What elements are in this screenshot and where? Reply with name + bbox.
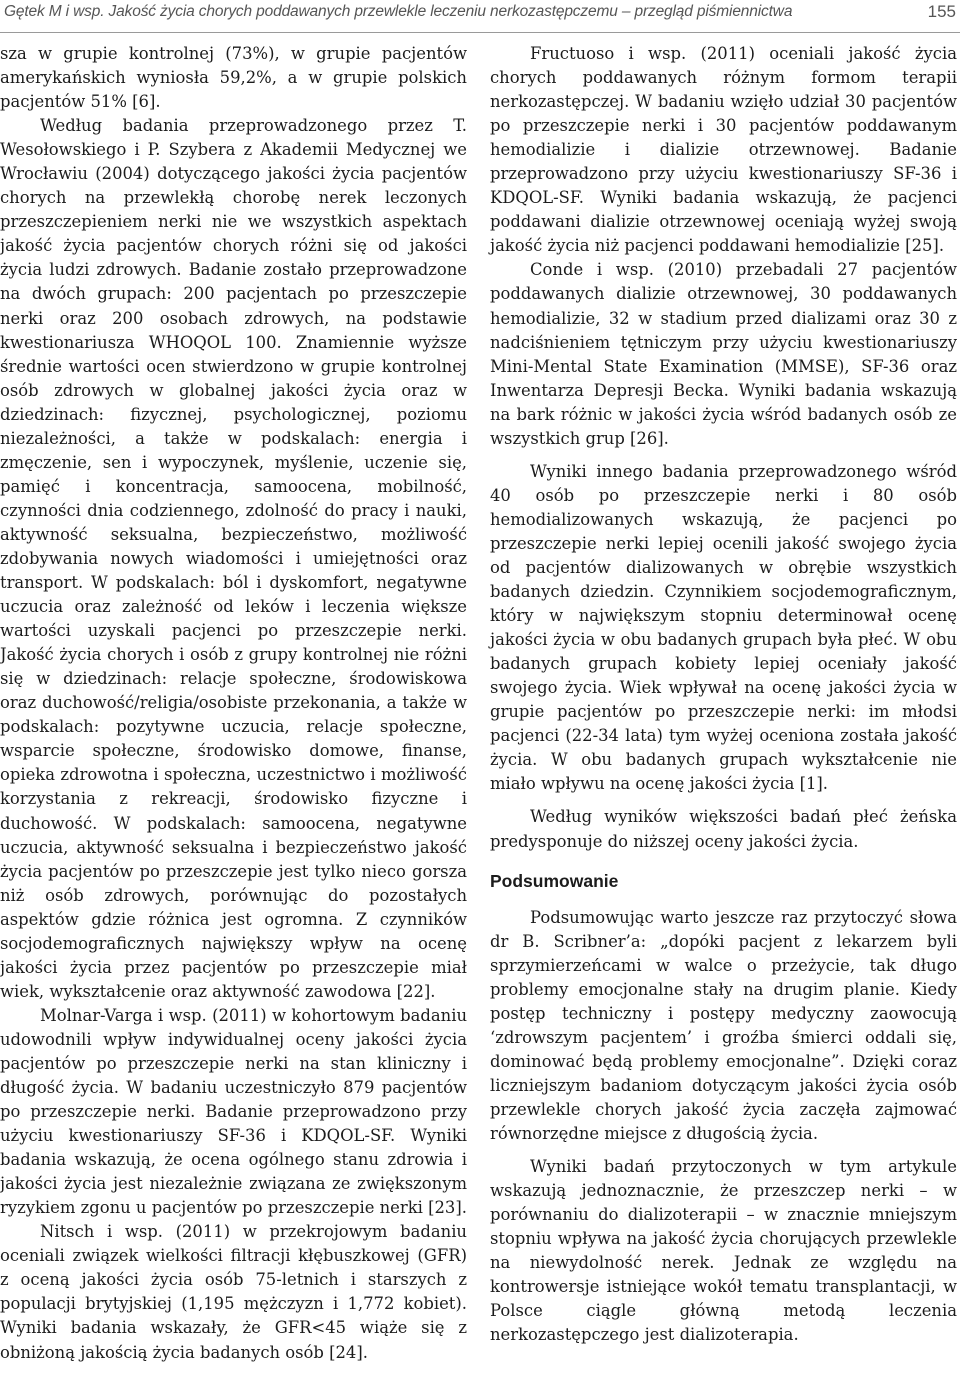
paragraph-molnar-varga: Molnar-Varga i wsp. (2011) w kohortowym badaniu udowodnili wpływ indywidualnej oceny jakości życia pacjentów po przeszczepie nerki na stan kliniczny i długość życia. W badaniu uczestniczyło 879 pacjentów po przeszczepie nerki. Badanie przeprowadzono przy użyciu kwestionariuszy SF-36 i KDQOL-SF. Wyniki badania wskazują, że ocena ogólnego stanu zdrowia i jakości życia jest niezależnie związana ze zwiększonym ryzykiem zgonu u pacjentów po przeszczepie nerki [23]. (0, 1005, 467, 1218)
paragraph-fructuoso: Fructuoso i wsp. (2011) oceniali jakość życia chorych poddawanych różnym formom terapii nerkozastępczej. W badaniu wzięło udział 30 pacjentów po przeszczepie nerki i 30 pacjentów poddawanym hemodializie i dializie otrzewnowej. Badanie przeprowadzono przy użyciu kwestionariuszy SF-36 i KDQOL-SF. Wyniki badania wskazują, że pacjenci poddawani dializie otrzewnowej oceniają wyżej swoją jakość życia niż pacjenci poddawani hemodializie [25]. (490, 44, 957, 256)
paragraph-other-study: Wyniki innego badania przeprowadzonego wśród 40 osób po przeszczepie nerki i 80 osób hemodializowanych wskazują, że pacjenci po przeszczepie nerki lepiej ocenili jakość swojego życia od pacjentów dializowanych w obrębie wszystkich badanych dziedzin. Czynnikiem socjodemograficznym, który w największym stopniu determinował ocenę jakości życia w obu badanych grupach była płeć. W obu badanych grupach kobiety lepiej oceniały jakość swojego życia. Wiek wpływał na ocenę jakości życia w grupie pacjentów po przeszczepie nerki: im młodsi pacjenci (22-34 lata) tym wyżej oceniona została jakość życia. W obu badanych grupach wykształcenie nie miało wpływu na ocenę jakości życia [1]. (490, 461, 957, 794)
paragraph-summary-conclusion: Wyniki badań przytoczonych w tym artykule wskazują jednoznacznie, że przeszczep nerki – w porównaniu do dializoterapii – w znacznie mniejszym stopniu wpływa na jakość życia chorujących przewlekle na niewydolność nerek. Jednak ze względu na kontrowersje istniejące wokół tematu transplantacji, w Polsce ciągle główną metodą leczenia nerkozastępczego jest dializoterapia. (490, 1157, 957, 1345)
paragraph-nitsch: Nitsch i wsp. (2011) w przekrojowym badaniu oceniali związek wielkości filtracji kłębuszkowej (GFR) z oceną jakości życia osób 75-letnich i starszych z populacji brytyjskiej (1,195 mężczyzn i 1,772 kobiet). Wyniki badania wskazały, że GFR<45 wiąże się z obniżoną jakością życia badanych osób [24]. (0, 1222, 467, 1362)
page-header (0, 0, 960, 33)
right-column (490, 42, 957, 1347)
paragraph-wesolowski-szyber: Według badania przeprowadzonego przez T. Wesołowskiego i P. Szybera z Akademii Medycznej we Wrocławiu (2004) dotyczącego jakości życia pacjentów chorych na przewlekłą chorobę nerek leczonych przeszczepieniem nerki nie we wszystkich aspektach jakość życia pacjentów chorych różni się od jakości życia ludzi zdrowych. Badanie zostało przeprowadzone na dwóch grupach: 200 pacjentach po przeszczepie nerki oraz 200 osobach zdrowych, na podstawie kwestionariusza WHOQOL 100. Znamiennie wyższe średnie wartości ocen stwierdzono w grupie kontrolnej osób zdrowych w globalnej jakości życia oraz w dziedzinach: fizycznej, psychologicznej, poziomu niezależności, a także w podskalach: energia i zmęczenie, sen i wypoczynek, myślenie, uczenie się, pamięć i koncentracja, samoocena, mobilność, czynności dnia codziennego, zdolność do pracy i nauki, aktywność seksualna, bezpieczeństwo, możliwość zdobywania nowych wiadomości i umiejętności oraz transport. W podskalach: ból i dyskomfort, negatywne uczucia oraz zależność od leków i leczenia większe wartości uzyskali pacjenci po przeszczepie nerki. Jakość życia chorych i osób z grupy kontrolnej nie różni się w dziedzinach: relacje społeczne, środowiskowa oraz duchowość/religia/osobiste przekonania, a także w podskalach: pozytywne uczucia, relacje społeczne, wsparcie społeczne, środowisko domowe, finanse, opieka zdrowotna i społeczna, uczestnictwo i możliwość korzystania z rekreacji, środowisko fizyczne i duchowość. W podskalach: samoocena, negatywne uczucia, aktywność seksualna i bezpieczeństwo jakość życia pacjentów po przeszczepie jest tylko nieco gorsza niż osób zdrowych, porównując do pozostałych aspektów gdzie różnica jest ogromna. Z czynników socjodemograficznych największy wpływ na ocenę jakości życia przez pacjentów po przeszczepie miał wiek, wykształcenie oraz aktywność zawodowa [22]. (0, 116, 467, 1001)
paragraph-gender: Według wyników większości badań płeć żeńska predysponuje do niższej oceny jakości życia. (490, 807, 957, 851)
paragraph-summary-scribner: Podsumowując warto jeszcze raz przytoczyć słowa dr B. Scribner’a: „dopóki pacjent z lekarzem byli sprzymierzeńcami w walce o przeżycie, tak długo problemy emocjonalne stały na drugim planie. Kiedy postęp techniczny i postępy medyczny zaowocują ‘zdrowszym pacjentem’ i groźba śmierci oddali się, dominować będą problemy emocjonalne”. Dzięki coraz liczniejszym badaniom dotyczącym jakości życia osób przewlekle chorych jakość życia zaczęła zajmować równorzędne miejsce z długością życia. (490, 907, 957, 1143)
left-column (0, 42, 467, 1365)
running-title: Gętek M i wsp. Jakość życia chorych poddawanych przewlekle leczeniu nerkozastępczemu – przegląd piśmiennictwa (4, 3, 793, 20)
page-number: 155 (927, 2, 956, 21)
section-heading-summary: Podsumowanie (490, 870, 619, 891)
paragraph-conde: Conde i wsp. (2010) przebadali 27 pacjentów poddawanych dializie otrzewnowej, 30 poddawanych hemodializie, 32 w stadium przed dializami oraz 30 z nadciśnieniem tętniczym przy użyciu kwestionariuszy Mini-Mental State Examination (MMSE), SF-36 oraz Inwentarza Depresji Becka. Wyniki badania wskazują na bark różnic w jakości życia wśród badanych osób ze wszystkich grup [26]. (490, 260, 957, 448)
paragraph-continuation: sza w grupie kontrolnej (73%), w grupie pacjentów amerykańskich wyniosła 59,2%, a w grupie polskich pacjentów 51% [6]. (0, 44, 467, 112)
